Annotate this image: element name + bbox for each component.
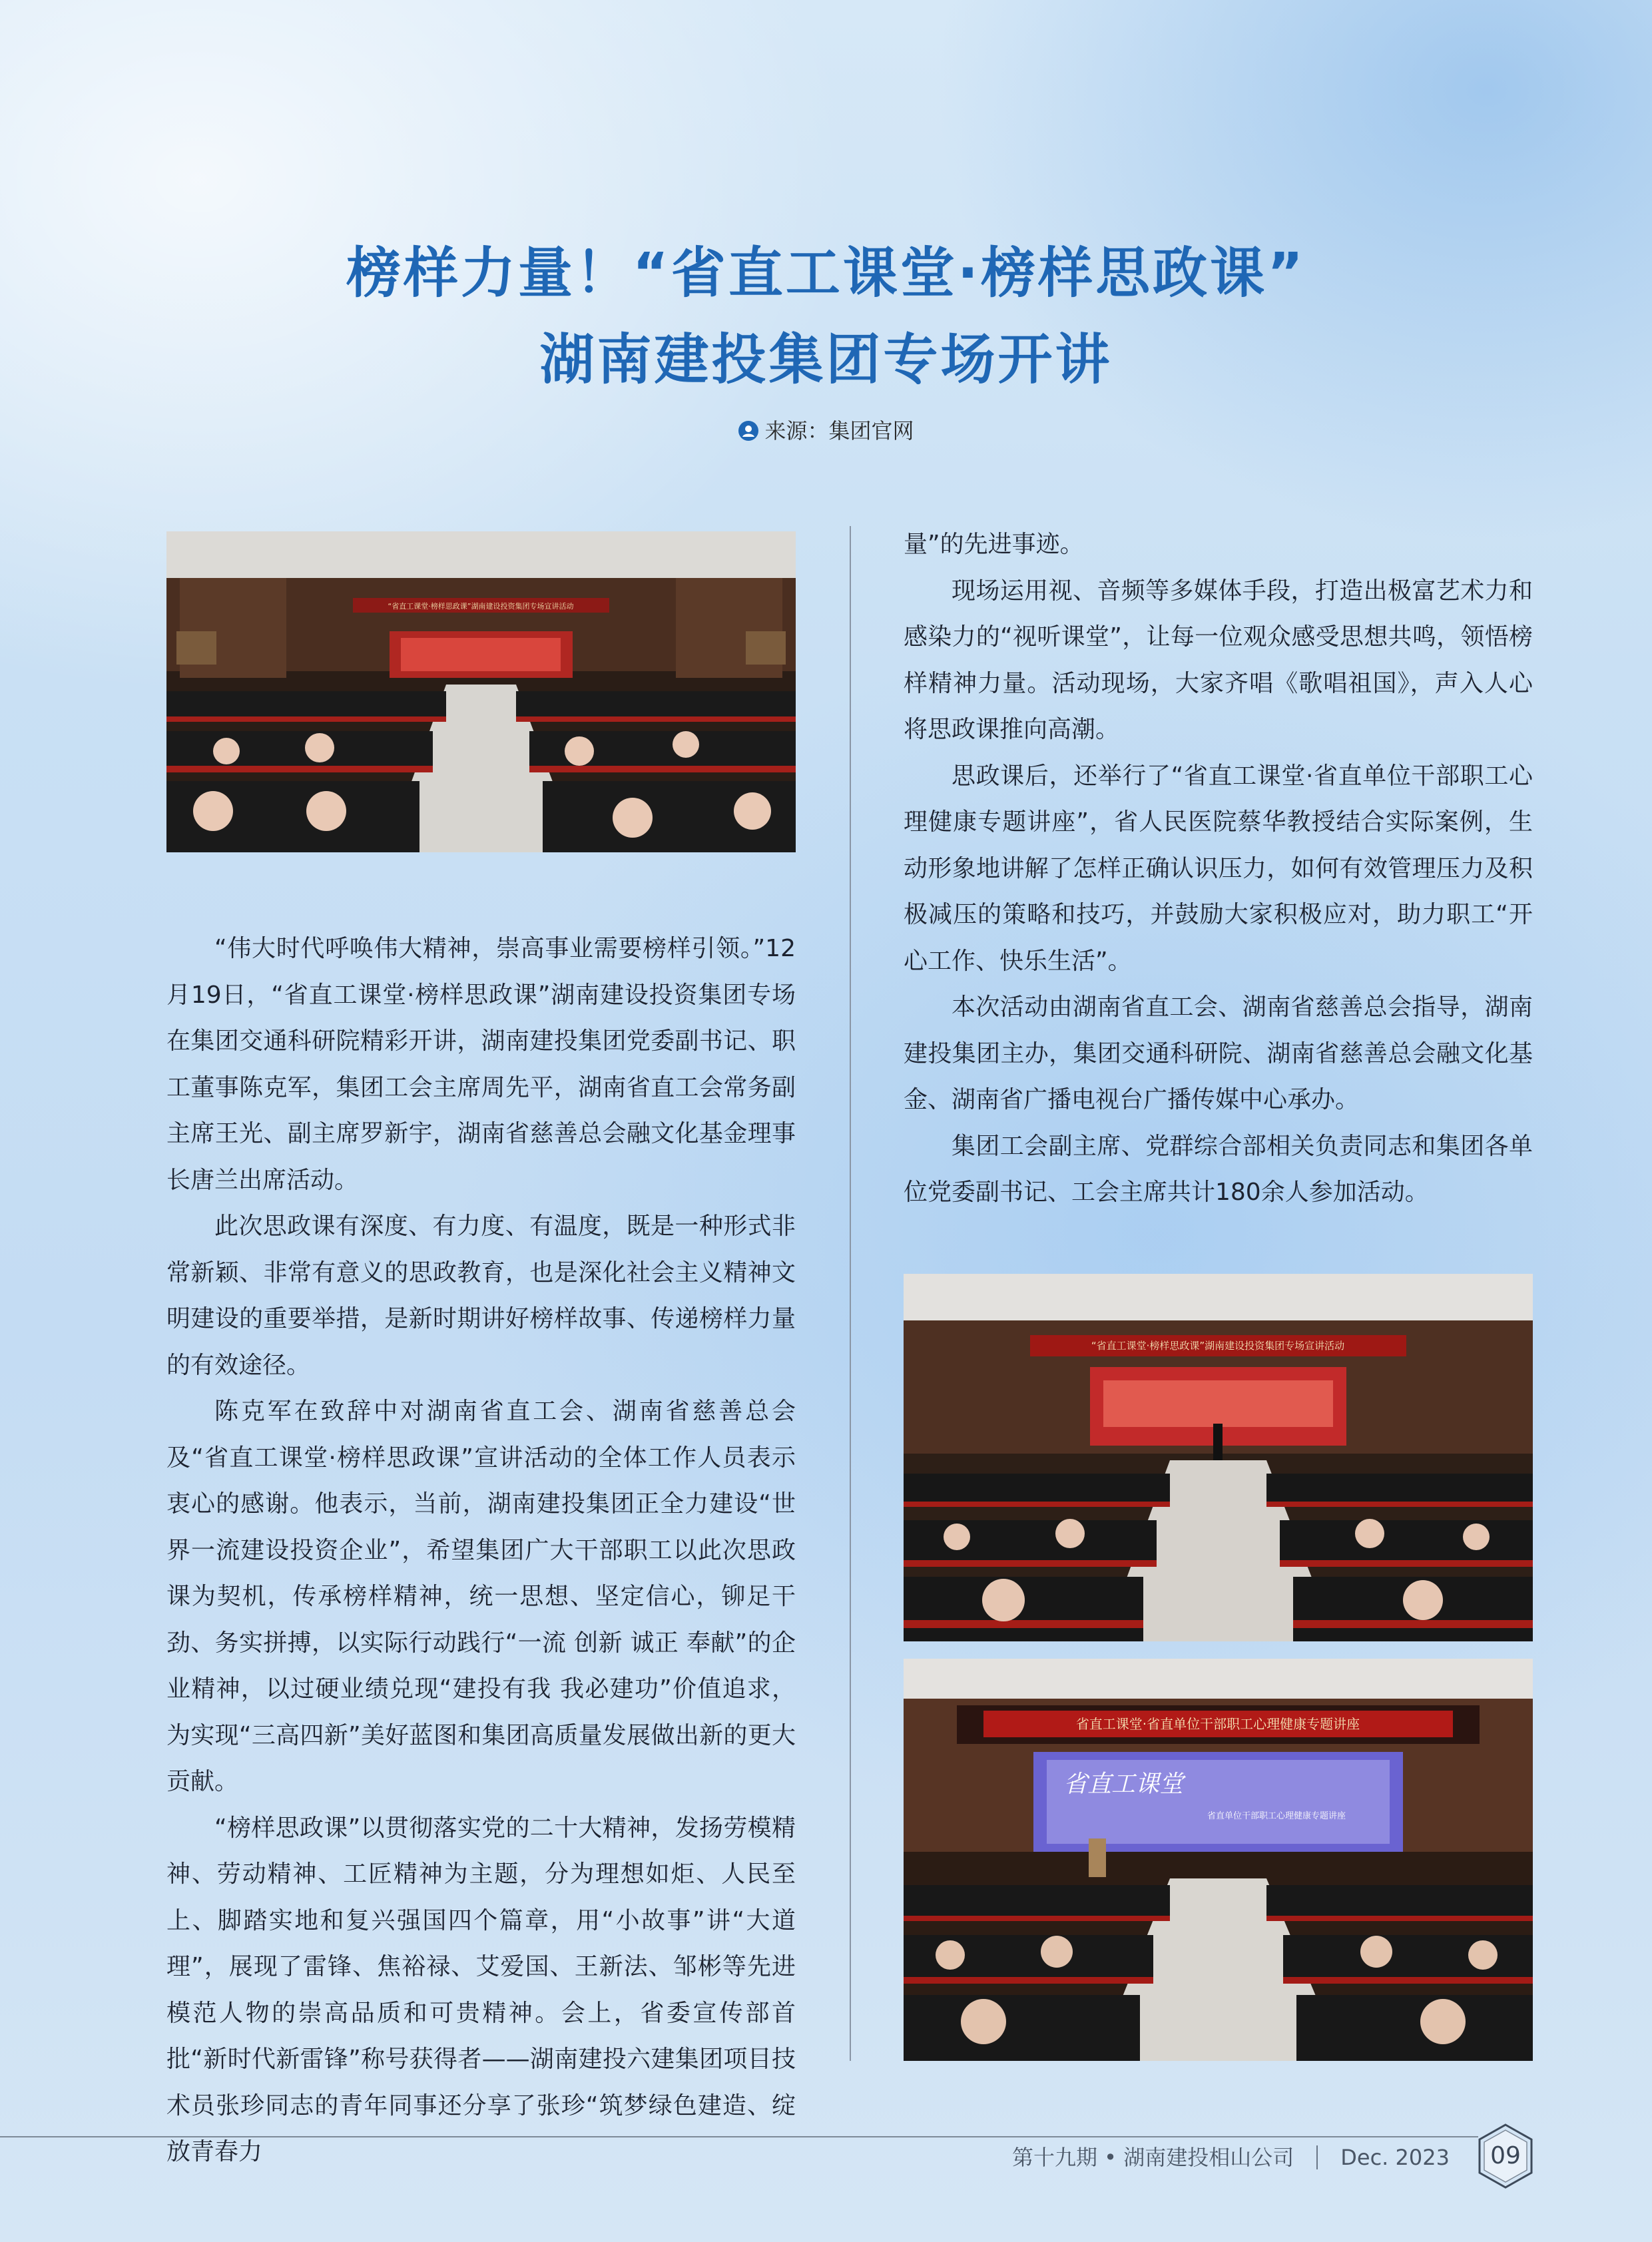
footer-separator (1316, 2145, 1318, 2169)
article-right-column (904, 521, 1533, 1216)
page-number: 09 (1490, 2142, 1521, 2169)
photo3-screen-subtitle: 省直单位干部职工心理健康专题讲座 (1207, 1811, 1346, 1821)
source-line (0, 414, 1652, 445)
paragraph: 思政课后，还举行了“省直工课堂·省直单位干部职工心理健康专题讲座”，省人民医院蔡华教授结合实际案例，生动形象地讲解了怎样正确认识压力，如何有效管理压力及积极减压的策略和技巧，并鼓励大家积极应对，助力职工“开心工作、快乐生活”。 (904, 762, 1533, 975)
paragraph: 集团工会副主席、党群综合部相关负责同志和集团各单位党委副书记、工会主席共计180余人参加活动。 (904, 1132, 1533, 1206)
photo-auditorium-rear (166, 531, 796, 852)
paragraph: 现场运用视、音频等多媒体手段，打造出极富艺术力和感染力的“视听课堂”，让每一位观众感受思想共鸣，领悟榜样精神力量。活动现场，大家齐唱《歌唱祖国》，声入人心将思政课推向高潮。 (904, 577, 1533, 743)
source-text: 来源：集团官网 (764, 418, 914, 443)
photo-lecture-screen (904, 1659, 1533, 2061)
paragraph: 此次思政课有深度、有力度、有温度，既是一种形式非常新颖、非常有意义的思政教育，也是深化社会主义精神文明建设的重要举措，是新时期讲好榜样故事、传递榜样力量的有效途径。 (166, 1213, 796, 1379)
footer-issue: 第十九期 • 湖南建投相山公司 (1012, 2145, 1294, 2170)
photo-stage-speaker (904, 1274, 1533, 1641)
page-title-line2: 湖南建投集团专场开讲 (539, 328, 1113, 392)
footer (1012, 2141, 1450, 2171)
person-icon (738, 420, 759, 441)
paragraph: 陈克军在致辞中对湖南省直工会、湖南省慈善总会及“省直工课堂·榜样思政课”宣讲活动的全体工作人员表示衷心的感谢。他表示，当前，湖南建投集团正全力建设“世界一流建设投资企业”，希望集团广大干部职工以此次思政课为契机，传承榜样精神，统一思想、坚定信心，铆足干劲、务实拼搏，以实际行动践行“一流 创新 诚正 奉献”的企业精神，以过硬业绩兑现“建投有我 我必建功”价值追求，为实现“三高四新”美好蓝图和集团高质量发展做出新的更大贡献。 (166, 1398, 796, 1795)
photo3-screen-title: 省直工课堂 (1063, 1771, 1184, 1798)
column-divider (850, 526, 851, 2061)
paragraph: 本次活动由湖南省直工会、湖南省慈善总会指导，湖南建投集团主办，集团交通科研院、湖南省慈善总会融文化基金、湖南省广播电视台广播传媒中心承办。 (904, 993, 1533, 1113)
footer-date: Dec. 2023 (1340, 2145, 1450, 2170)
photo1-banner-text: “省直工课堂·榜样思政课”湖南建设投资集团专场宣讲活动 (388, 602, 574, 611)
paragraph: “榜样思政课”以贯彻落实党的二十大精神，发扬劳模精神、劳动精神、工匠精神为主题，分为理想如炬、人民至上、脚踏实地和复兴强国四个篇章，用“小故事”讲“大道理”，展现了雷锋、焦裕禄、艾爱国、王新法、邹彬等先进模范人物的崇高品质和可贵精神。会上，省委宣传部首批“新时代新雷锋”称号获得者——湖南建投六建集团项目技术员张珍同志的青年同事还分享了张珍“筑梦绿色建造、绽放青春力 (166, 1814, 796, 2165)
photo3-banner-text: 省直工课堂·省直单位干部职工心理健康专题讲座 (1075, 1716, 1360, 1732)
footer-rule (0, 2136, 1478, 2137)
paragraph-continuation: 量”的先进事迹。 (904, 531, 1084, 558)
page-number-badge (1477, 2123, 1534, 2189)
article-left-column (166, 926, 796, 2175)
photo2-banner-text: “省直工课堂·榜样思政课”湖南建设投资集团专场宣讲活动 (1091, 1340, 1345, 1352)
paragraph: “伟大时代呼唤伟大精神，崇高事业需要榜样引领。”12月19日，“省直工课堂·榜样思政课”湖南建设投资集团专场在集团交通科研院精彩开讲，湖南建投集团党委副书记、职工董事陈克军，集团工会主席周先平，湖南省直工会常务副主席王光、副主席罗新宇，湖南省慈善总会融文化基金理事长唐兰出席活动。 (166, 935, 796, 1194)
page-title-line1: 榜样力量！“省直工课堂·榜样思政课” (346, 242, 1306, 305)
